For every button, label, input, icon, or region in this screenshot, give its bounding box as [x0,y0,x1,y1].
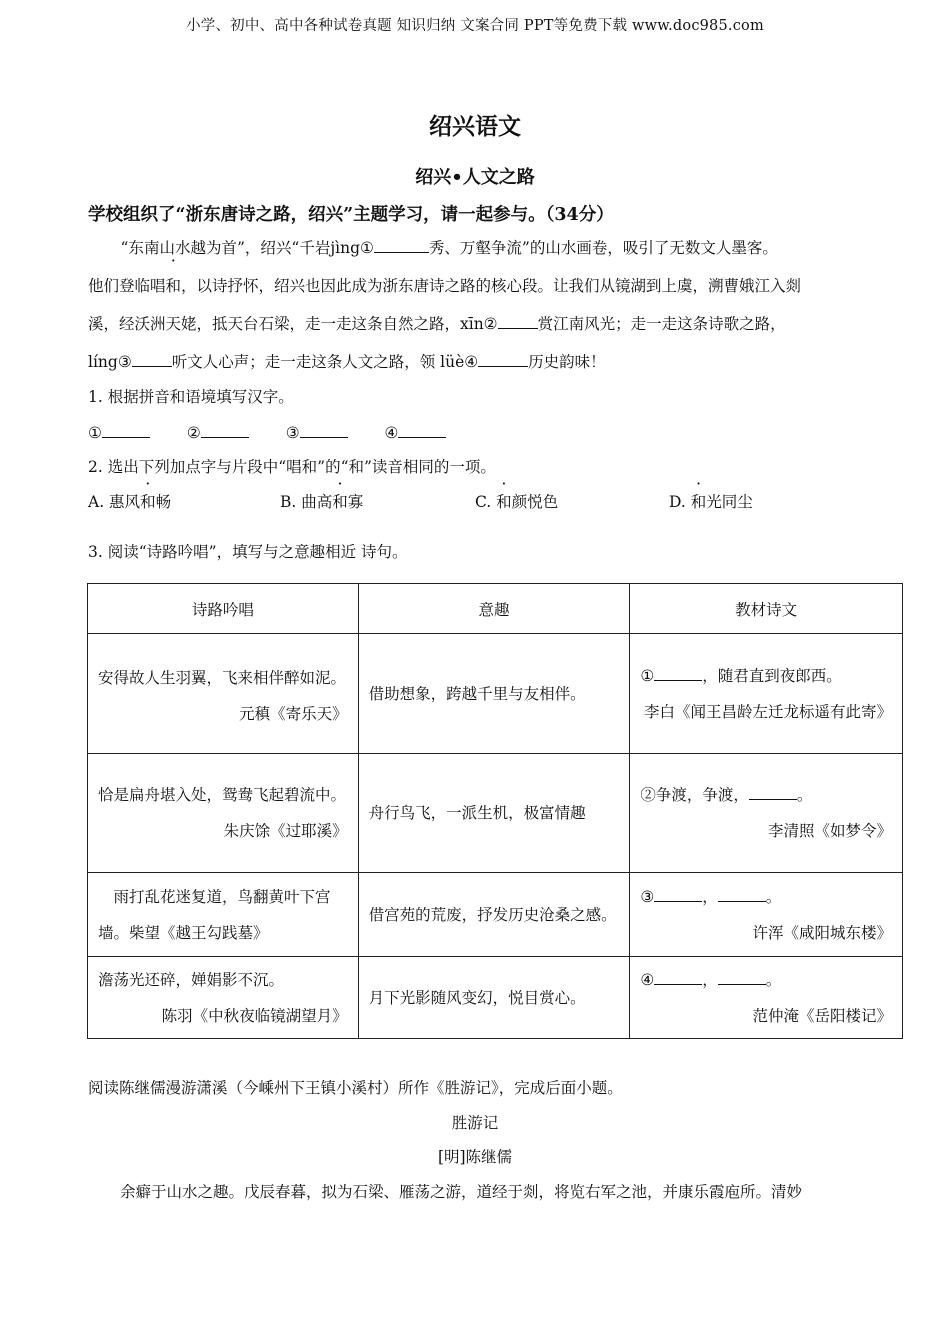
q2-option-a[interactable] [88,490,171,512]
reading-title: 胜游记 [451,1114,499,1132]
table-row: 恰是扁舟堪入处，鸳鸯飞起碧流中。 朱庆馀《过耶溪》 舟行鸟飞，一派生机，极富情趣 ②争渡，争渡， 。 李清照《如梦令》 [88,754,903,873]
answer-label: ④ [640,970,655,989]
q2-option-d[interactable] [669,490,753,512]
answer-blank-4[interactable] [398,421,446,438]
reading-text: 余癖于山水之趣。戊辰春暮，拟为石梁、雁荡之游，道经于剡，将览右军之池，并康乐霞庖所。清妙 [120,1183,803,1201]
text-source: 李白《闻王昌龄左迁龙标遥有此寄》 [643,702,892,721]
option-text: D. [669,493,691,511]
page-title: 绍兴语文 [429,113,521,140]
poem-source: 元稹《寄乐天》 [239,704,348,723]
dotted-char: 和 [165,277,182,295]
table-row: 雨打乱花迷复道，鸟翻黄叶下宫墙。柴望《越王勾践墓》 借宫苑的荒废，抒发历史沧桑之感。 ③ ， 。 许浑《咸阳城东楼》 [88,873,903,957]
meaning-text: 借助想象，跨越千里与友相伴。 [358,634,630,754]
answer-label: ③ [285,424,300,442]
answer-label: ② [186,424,201,442]
option-text: C. [475,493,497,511]
option-text: 颜悦色 [511,493,559,511]
option-text: A. 惠风 [88,493,141,511]
dotted-char: 和 [690,493,707,511]
poem-text: 安得故人生羽翼，飞来相伴醉如泥。 [98,668,347,687]
answer-label: ④ [384,424,399,442]
option-text: B. 曲高 [280,493,333,511]
answer-blank-3[interactable] [300,421,348,438]
option-text: 寡 [347,493,364,511]
poem-source: 陈羽《中秋夜临镜湖望月》 [161,1006,348,1025]
text-source: 许浑《咸阳城东楼》 [752,923,892,942]
text-source: 范仲淹《岳阳楼记》 [752,1006,892,1025]
passage [88,229,863,381]
passage-text: 赏江南风光；走一走这条诗歌之路， [537,315,786,333]
question-2: 2. 选出下列加点字与片段中“唱和”的“和”读音相同的一项。 [88,458,496,476]
passage-text: “东南山水越为首”，绍兴“千岩jìng① [120,239,374,257]
passage-text: 秀、万壑争流”的山水画卷，吸引了无数文人墨客。 [428,239,778,257]
reading-intro: 阅读陈继儒漫游潇溪（今嵊州下王镇小溪村）所作《胜游记》，完成后面小题。 [88,1079,623,1097]
blank-3[interactable] [132,350,172,367]
answer-label: ③ [640,887,655,906]
fill-text: ②争渡，争渡， [640,786,749,804]
meaning-text: 月下光影随风变幻，悦目赏心。 [358,957,630,1039]
dotted-char: 和 [496,493,512,511]
q1-answer-row [88,421,588,442]
answer-label: ① [640,666,655,685]
blank-4[interactable] [478,350,528,367]
poem-source: 朱庆馀《过耶溪》 [223,822,348,840]
passage-text: ，以诗抒怀，绍兴也因此成为浙东唐诗之路的核心段。让我们从镜湖到上虞，溯曹娥江入剡 [181,277,802,295]
meaning-text: 舟行鸟飞，一派生机，极富情趣 [358,754,630,873]
poem-text: 雨打乱花迷复道，鸟翻黄叶下宫墙。柴望《越王勾践墓》 [88,873,359,957]
table-row [88,634,903,754]
answer-blank[interactable] [718,968,766,985]
answer-blank[interactable] [718,885,766,902]
poem-table [87,583,903,1039]
answer-blank[interactable] [654,885,702,902]
answer-blank[interactable] [749,783,797,800]
q2-option-b[interactable] [280,490,363,512]
question-3: 3. 阅读“诗路吟唱”，填写与之意趣相近 诗句。 [88,543,408,561]
question-1: 1. 根据拼音和语境填写汉字。 [88,388,294,406]
answer-label: ① [88,424,102,442]
passage-text: 听文人心声；走一走这条人文之路，领 lüè④ [171,353,479,371]
dotted-char: 和 [332,493,348,511]
option-text: 畅 [155,493,172,511]
page-header: 小学、初中、高中各种试卷真题 知识归纳 文案合同 PPT等免费下载 www.doc985.com [186,18,764,34]
poem-text: 恰是扁舟堪入处，鸳鸯飞起碧流中。 [98,786,347,804]
passage-text: 历史韵味！ [528,353,606,371]
text-source: 李清照《如梦令》 [767,822,892,840]
poem-text: 澹荡光还碎，婵娟影不沉。 [98,970,285,989]
page-subtitle: 绍兴•人文之路 [415,167,535,188]
q2-option-c[interactable] [475,490,558,512]
dotted-char: 和 [140,493,156,511]
meaning-text: 借宫苑的荒废，抒发历史沧桑之感。 [358,873,630,957]
answer-blank-1[interactable] [102,421,150,438]
reading-author: [明]陈继儒 [437,1148,513,1166]
theme-heading: 学校组织了“浙东唐诗之路，绍兴”主题学习，请一起参与。（34分） [88,205,614,225]
blank-1[interactable] [374,236,429,253]
answer-blank[interactable] [654,664,702,681]
answer-blank-2[interactable] [201,421,249,438]
passage-text: líng③ [88,353,132,371]
passage-text: 他们登临唱 [88,277,166,295]
fill-text: ，随君直到夜郎西。 [702,666,842,685]
table-header-row [88,584,903,634]
passage-text: 溪，经沃洲天姥，抵天台石梁，走一走这条自然之路，xīn② [88,315,498,333]
option-text: 光同尘 [706,493,753,511]
answer-blank[interactable] [654,968,702,985]
blank-2[interactable] [498,312,538,329]
table-header: 教材诗文 [630,584,903,634]
table-header: 诗路吟唱 [88,584,359,634]
table-row: 澹荡光还碎，婵娟影不沉。 陈羽《中秋夜临镜湖望月》 月下光影随风变幻，悦目赏心。 ④ ， 。 范仲淹《岳阳楼记》 [88,957,903,1039]
table-header: 意趣 [358,584,630,634]
